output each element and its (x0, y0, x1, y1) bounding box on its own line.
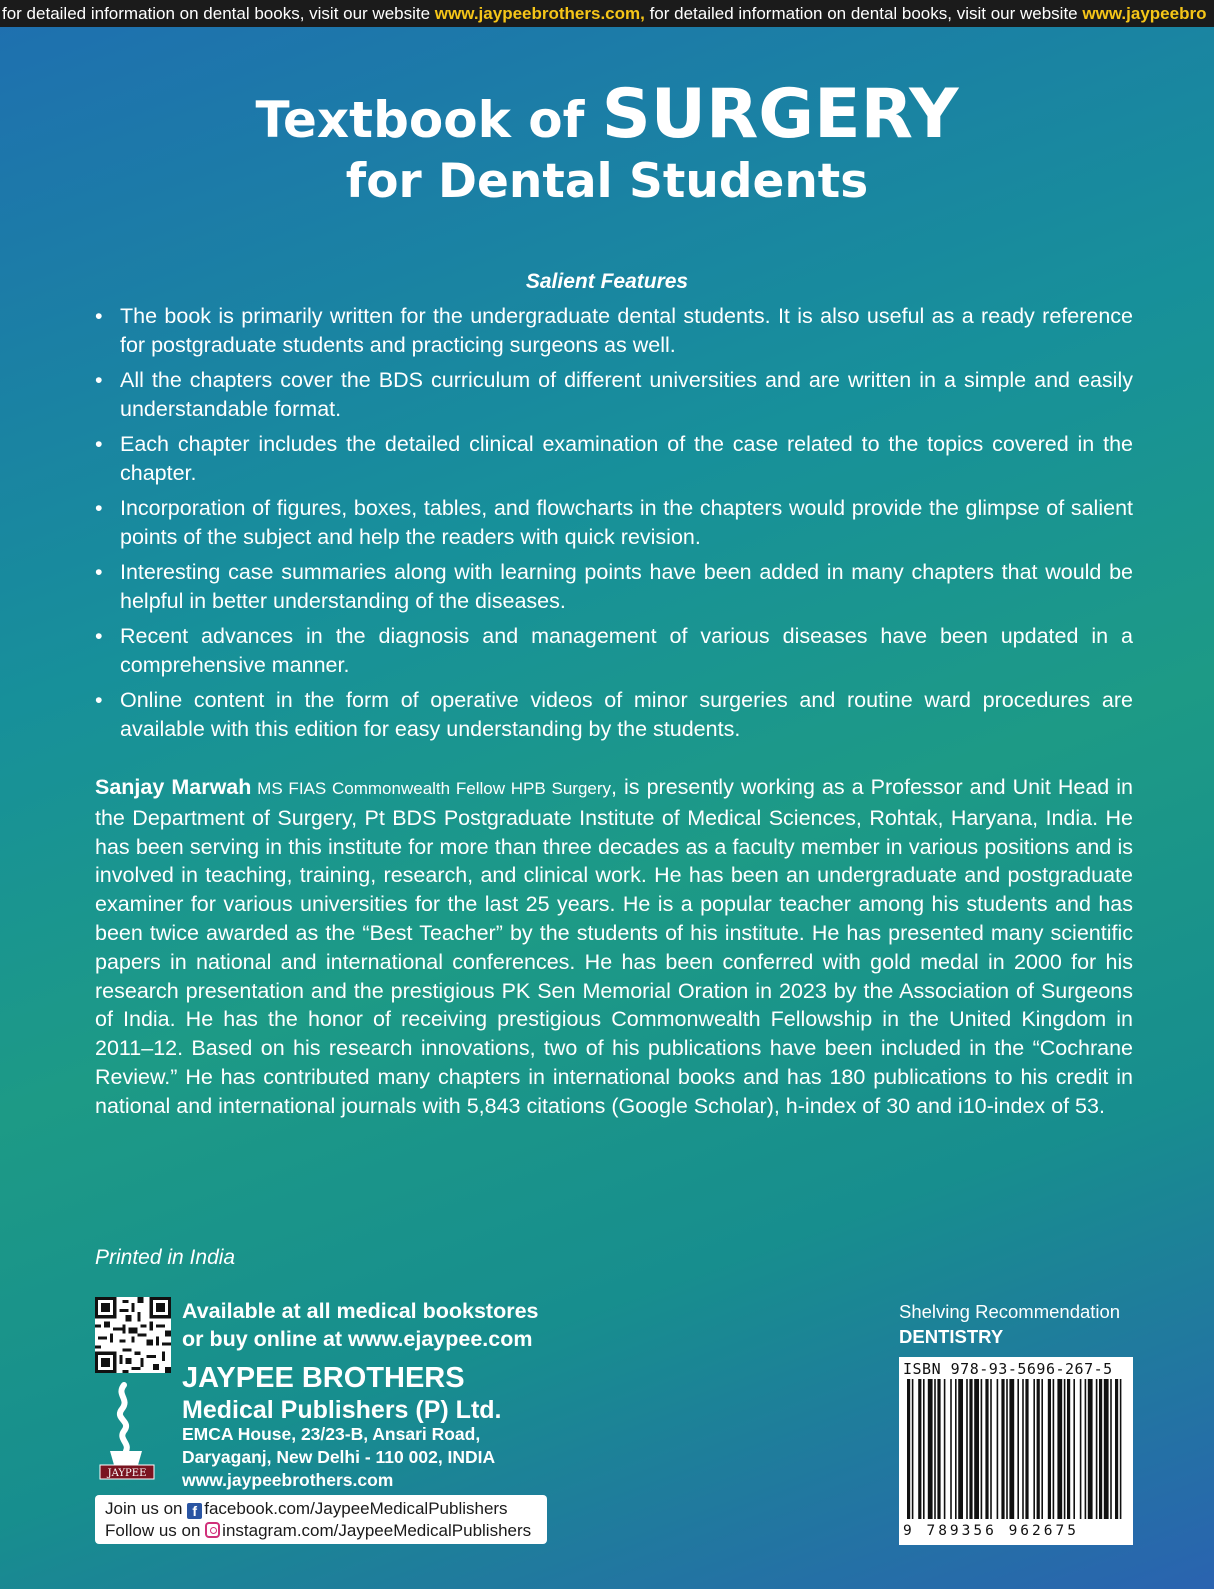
instagram-link[interactable]: instagram.com/JaypeeMedicalPublishers (222, 1521, 532, 1540)
author-name: Sanjay Marwah (95, 775, 252, 799)
bullet-icon: • (95, 432, 103, 456)
title-prefix: Textbook of (255, 91, 602, 149)
shelving-recommendation (899, 1299, 1120, 1349)
social-links-box (95, 1495, 547, 1544)
availability-line1: Available at all medical bookstores (182, 1299, 539, 1323)
publisher-address (182, 1423, 495, 1492)
features-list (95, 302, 1133, 750)
feature-text: Incorporation of figures, boxes, tables, and flowcharts in the chapters would provide the glimpse of salient points of the subject and help the readers with quick revision. (120, 496, 1133, 549)
instagram-line (105, 1520, 547, 1542)
isbn-barcode (899, 1357, 1133, 1545)
barcode-digits: 9 789356 962675 (903, 1523, 1079, 1539)
website-link-2[interactable]: www.jaypeebro (1082, 4, 1207, 23)
feature-text: Online content in the form of operative videos of minor surgeries and routine ward procedures are available with this edition for easy understanding by the students. (120, 688, 1133, 741)
feature-text: The book is primarily written for the undergraduate dental students. It is also useful as a ready reference for postgraduate students and practicing surgeons as well. (120, 304, 1133, 357)
availability-line2[interactable]: or buy online at www.ejaypee.com (182, 1327, 533, 1351)
feature-item (95, 558, 1133, 616)
barcode-icon (903, 1379, 1129, 1521)
facebook-prefix: Join us on (105, 1499, 188, 1518)
banner-text-2: for detailed information on dental books, visit our website (644, 4, 1083, 23)
salient-features-heading: Salient Features (525, 270, 689, 293)
shelving-label: Shelving Recommendation (899, 1301, 1121, 1322)
bullet-icon: • (95, 560, 103, 584)
feature-item (95, 366, 1133, 424)
feature-text: Each chapter includes the detailed clinical examination of the case related to the topics covered in the chapter. (120, 432, 1133, 485)
publisher-website[interactable]: www.jaypeebrothers.com (182, 1470, 394, 1490)
bullet-icon: • (95, 496, 103, 520)
feature-item (95, 430, 1133, 488)
shelving-category: DENTISTRY (899, 1326, 1004, 1347)
facebook-link[interactable]: facebook.com/JaypeeMedicalPublishers (204, 1499, 508, 1518)
facebook-line (105, 1498, 547, 1520)
publisher-name: JAYPEE BROTHERS (182, 1362, 465, 1394)
address-line1: EMCA House, 23/23-B, Ansari Road, (182, 1424, 481, 1444)
bullet-icon: • (95, 624, 103, 648)
book-title-line1 (0, 75, 1214, 155)
feature-item (95, 622, 1133, 680)
qr-code-icon (95, 1297, 171, 1373)
website-link-1[interactable]: www.jaypeebrothers.com, (434, 4, 645, 23)
facebook-icon[interactable]: f (187, 1503, 202, 1519)
availability-text (182, 1297, 538, 1353)
printed-in-label: Printed in India (95, 1246, 236, 1269)
book-title-line2: for Dental Students (345, 154, 869, 209)
author-bio (95, 773, 1133, 1121)
jaypee-logo-icon (96, 1381, 158, 1481)
feature-item (95, 494, 1133, 552)
logo-label: JAYPEE (107, 1468, 147, 1479)
bullet-icon: • (95, 688, 103, 712)
address-line2: Daryaganj, New Delhi - 110 002, INDIA (182, 1447, 496, 1467)
top-banner (0, 0, 1214, 27)
feature-text: Recent advances in the diagnosis and management of various diseases have been updated in a comprehensive manner. (120, 624, 1133, 677)
feature-item (95, 686, 1133, 744)
bullet-icon: • (95, 368, 103, 392)
instagram-prefix: Follow us on (105, 1521, 206, 1540)
author-qualifications: MS FIAS Commonwealth Fellow HPB Surgery (251, 779, 612, 798)
feature-item (95, 302, 1133, 360)
isbn-number: ISBN 978-93-5696-267-5 (903, 1360, 1113, 1378)
feature-text: All the chapters cover the BDS curriculum of different universities and are written in a simple and easily understandable format. (120, 368, 1133, 421)
author-bio-text: , is presently working as a Professor and Unit Head in the Department of Surgery, Pt BDS Postgraduate Institute of Medical Sciences, Rohtak, Haryana, India. He has been serving in this institute for more than three decades as a faculty member in various positions and is involved in teaching, training, research, and clinical work. He has been an undergraduate and postgraduate examiner for various universities for the last 25 years. He is a popular teacher among his students and has been twice awarded as the “Best Teacher” by the students of his institute. He has presented many scientific papers in national and international conferences. He has been conferred with gold medal in 2000 for his research presentation and the prestigious PK Sen Memorial Oration in 2023 by the Association of Surgeons of India. He has the honor of receiving prestigious Commonwealth Fellowship in the United Kingdom in 2011–12. Based on his research innovations, two of his publications have been included in the “Cochrane Review.” He has contributed many chapters in international books and has 180 publications to his credit in national and international journals with 5,843 citations (Google Scholar), h-index of 30 and i10-index of 53. (95, 775, 1133, 1118)
feature-text: Interesting case summaries along with learning points have been added in many chapters that would be helpful in better understanding of the diseases. (120, 560, 1133, 613)
bullet-icon: • (95, 304, 103, 328)
banner-text-1: for detailed information on dental books, visit our website (2, 4, 435, 23)
instagram-icon[interactable] (205, 1522, 220, 1538)
publisher-subtitle: Medical Publishers (P) Ltd. (182, 1396, 502, 1424)
title-main: SURGERY (601, 75, 959, 154)
